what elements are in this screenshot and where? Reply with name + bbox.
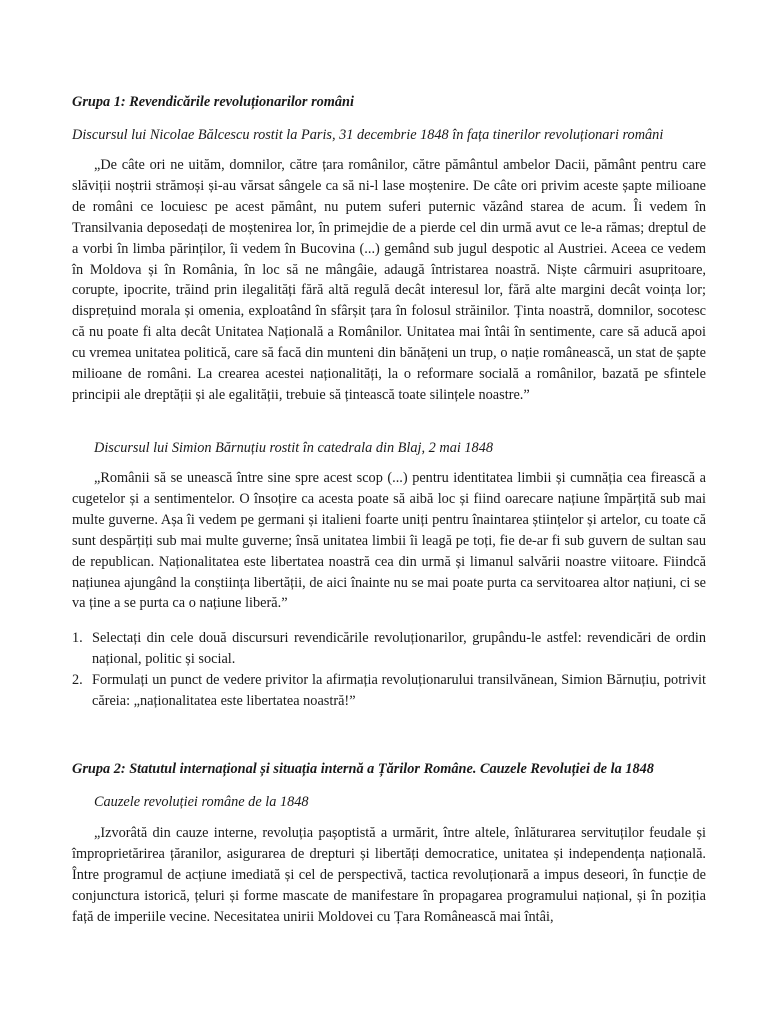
task-number: 2.: [72, 671, 83, 688]
task-text: Formulați un punct de vedere privitor la afirmația revoluționarului transilvănean, Simion Bărnuțiu, potrivit căreia: „naționalitatea este libertatea noastră!”: [92, 671, 706, 709]
task-text: Selectați din cele două discursuri revendicările revoluționarilor, grupându-le astfel: revendicări de ordin național, politic și social.: [92, 630, 706, 667]
speech1-text: „De câte ori ne uităm, domnilor, către țara românilor, către pământul ambelor Dacii, pământ pentru care slăviții noștrii strămoși și-au vărsat sângele ca să ni-l lase moștenire. De câte ori privim aceste șapte milioane de români ce locuiesc pe acest pământ, nu putem suferi puternic văzând starea de acum. Îi vedem în Transilvania deposedați de moștenirea lor, în primejdie de a pierde cel din urmă avut ce le-a rămas; dreptul de a vorbi în limba părinților, îi vedem în Bucovina (...) gemând sub jugul despotic al Austriei. Aceea ce vedem în Moldova și în România, în loc să ne mângâie, adaugă întristarea noastră. Niște cârmuiri asupritoare, corupte, ipocrite, trăind prin ilegalități fără altă regulă decât interesul lor, fără alte margini decât voința lor; disprețuind morala și omenia, exploatând în sfârșit țara în folosul străinilor. Ținta noastră, domnilor, socotesc că nu poate fi alta decât Unitatea Națională a Românilor. Unitatea mai întâi în sentimente, care să aducă apoi cu vremea unitatea politică, care să facă din munteni din bănățeni un trup, o nație românească, un stat de șapte milioane de români. La crearea acestei naționalități, la o reformare socială a românilor, bazată pe sfintele principii ale dreptății și ale egalității, trebuie să țintească toate silințele noastre.”: [72, 157, 706, 403]
task-item: [72, 628, 706, 670]
speech2-text: „Românii să se unească între sine spre acest scop (...) pentru identitatea limbii și cumnăția cea firească a cugetelor și a sentimentelor. O însoțire ca acesta poate să aibă loc și fiind oarecare națiune împărțită sub mai multe guverne. Așa îi vedem pe germani și italieni foarte uniți pentru înaintarea științelor și artelor, cu toate că sunt despărțiți sub mai multe guverne; însă unitatea limbii îi leagă pe toți, fie de-ar fi sub guvern de sultan sau de republican. Naționalitatea este libertatea noastră cea din urmă și limanul salvării noastre viitoare. Fiindcă națiunea ajungând la conștiința libertății, de aici înainte nu se mai poate purta ca servitoarea altor națiuni, ci se va ține a se purta ca o națiune liberă.”: [72, 470, 706, 612]
task-item: [72, 670, 706, 712]
speech1-title: Discursul lui Nicolae Bălcescu rostit la Paris, 31 decembrie 1848 în fața tinerilor revoluționari români: [72, 127, 664, 143]
group2-heading: Grupa 2: Statutul internațional și situația internă a Țărilor Române. Cauzele Revoluției de la 1848: [72, 761, 654, 777]
group2-text: „Izvorâtă din cauze interne, revoluția pașoptistă a urmărit, între altele, înlăturarea servituților feudale și împroprietărirea țăranilor, asigurarea de drepturi și libertăți democratice, unitatea și independența națională. Între programul de acțiune imediată și cel de perspectivă, tactica revoluționară a impus deseori, în funcție de conjunctura istorică, țeluri și forme mascate de manifestare în propagarea programului național, și în poziția față de imperiile vecine. Necesitatea unirii Moldovei cu Țara Românească mai întâi,: [72, 825, 706, 925]
tasks-list: [72, 628, 706, 712]
group2-subtitle: Cauzele revoluției române de la 1848: [94, 794, 309, 810]
task-number: 1.: [72, 630, 83, 646]
speech2-title: Discursul lui Simion Bărnuțiu rostit în catedrala din Blaj, 2 mai 1848: [94, 440, 493, 456]
group1-heading: Grupa 1: Revendicările revoluționarilor români: [72, 94, 354, 110]
